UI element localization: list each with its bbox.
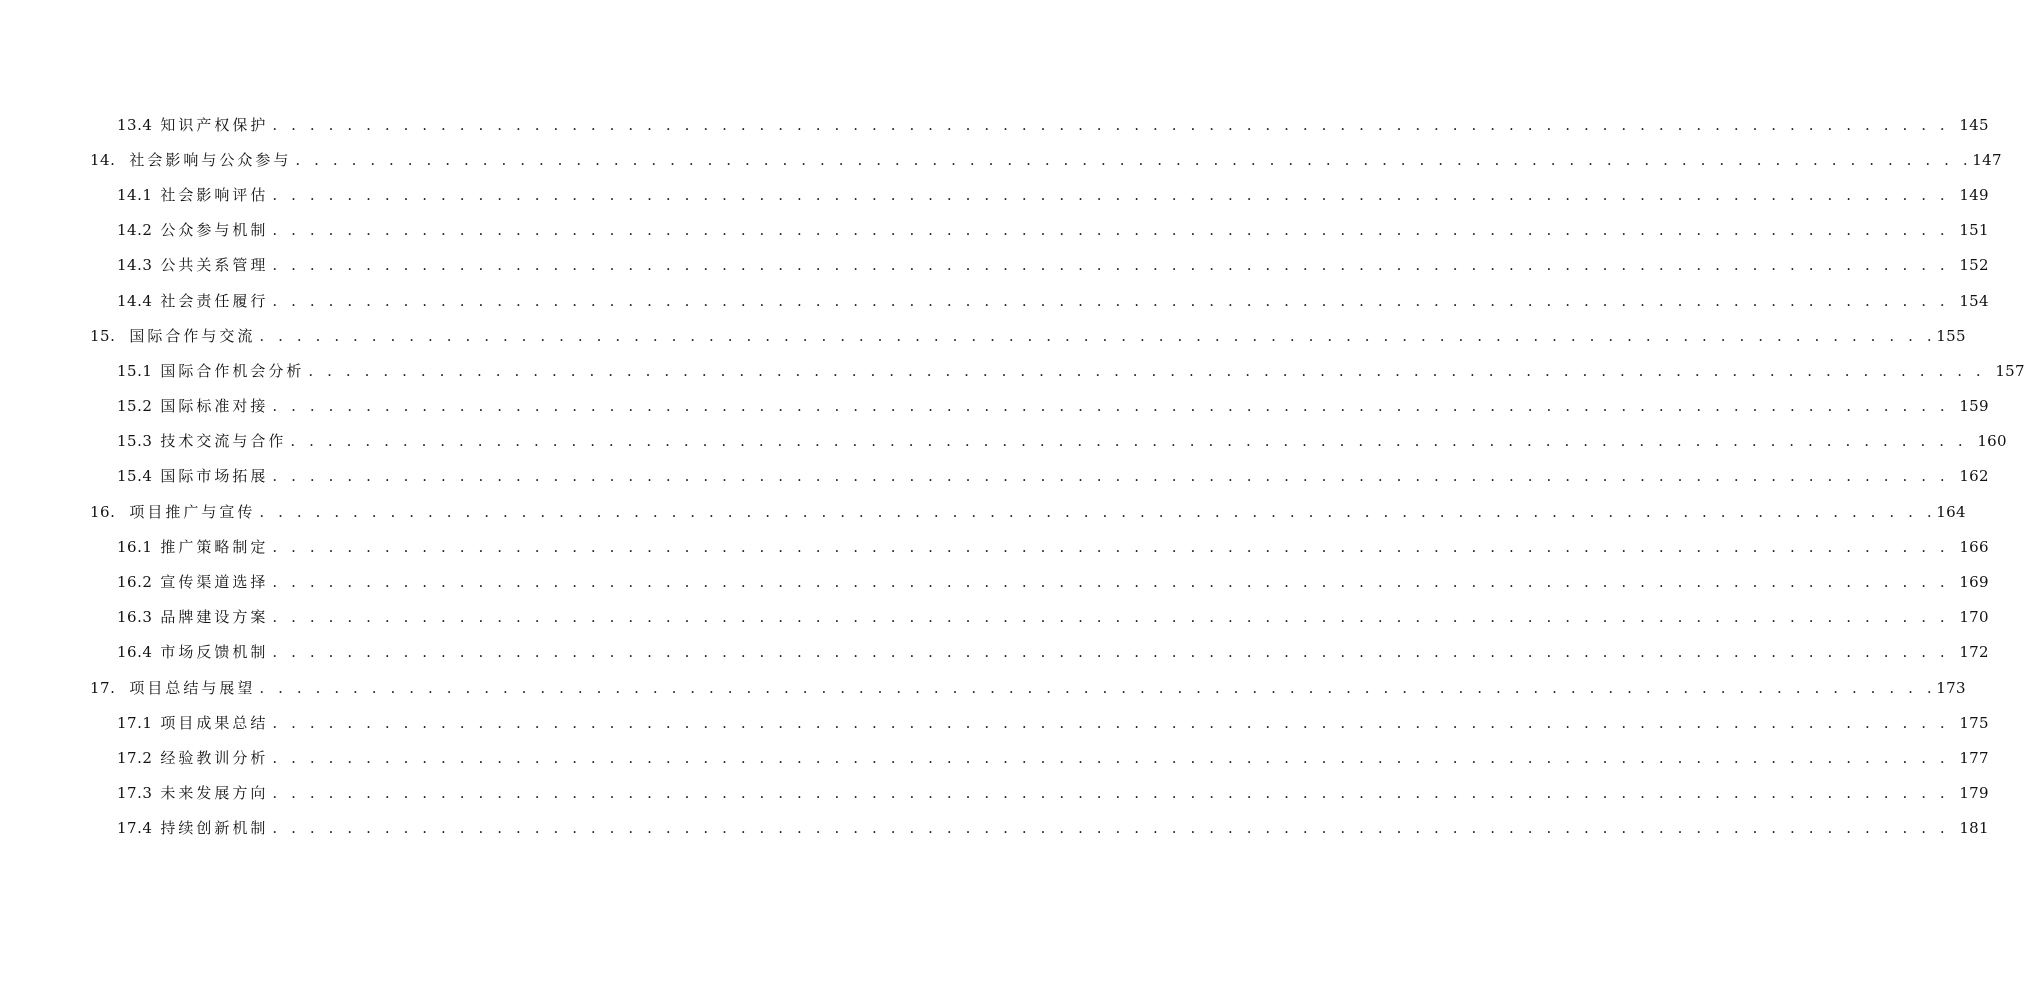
- toc-dot-leader: . . . . . . . . . . . . . . . . . . . . . . . . . . . . . . . . . . . . . . . . . . . . . . . . . . . . . . . . . . . . . . . . . . . . . . . . . . . . . . . . . . . . . . . . . .: [272, 467, 1950, 486]
- toc-dot-leader: . . . . . . . . . . . . . . . . . . . . . . . . . . . . . . . . . . . . . . . . . . . . . . . . . . . . . . . . . . . . . . . . . . . . . . . . . . . . . . . . . . . . . . . . . .: [259, 326, 1937, 345]
- toc-dot-leader: . . . . . . . . . . . . . . . . . . . . . . . . . . . . . . . . . . . . . . . . . . . . . . . . . . . . . . . . . . . . . . . . . . . . . . . . . . . . . . . . . . . . . . . . . .: [308, 361, 1986, 380]
- toc-entry-number: 17.1: [117, 713, 153, 732]
- toc-entry[interactable]: [0, 142, 2002, 177]
- toc-entry-number: 16.2: [117, 573, 153, 592]
- toc-entry-title: 未来发展方向: [160, 784, 269, 803]
- toc-entry-number: 16.4: [117, 643, 153, 662]
- toc-dot-leader: . . . . . . . . . . . . . . . . . . . . . . . . . . . . . . . . . . . . . . . . . . . . . . . . . . . . . . . . . . . . . . . . . . . . . . . . . . . . . . . . . . . . . . . . . .: [272, 185, 1950, 204]
- toc-entry-title: 推广策略制定: [160, 537, 269, 556]
- toc-entry-title: 国际标准对接: [160, 397, 269, 416]
- toc-entry-number: 17.: [90, 678, 116, 697]
- toc-entry-page-number: 145: [1959, 115, 1989, 134]
- toc-entry[interactable]: [0, 740, 1989, 775]
- toc-entry-title: 市场反馈机制: [160, 643, 269, 662]
- toc-entry-number: 17.3: [117, 784, 153, 803]
- toc-dot-leader: . . . . . . . . . . . . . . . . . . . . . . . . . . . . . . . . . . . . . . . . . . . . . . . . . . . . . . . . . . . . . . . . . . . . . . . . . . . . . . . . . . . . . . . . . .: [272, 573, 1950, 592]
- toc-entry-number: 14.3: [117, 256, 153, 275]
- toc-entry-page-number: 149: [1959, 185, 1989, 204]
- toc-entry-title: 社会责任履行: [160, 291, 269, 310]
- toc-entry-title: 品牌建设方案: [160, 608, 269, 627]
- toc-entry[interactable]: [0, 353, 2025, 388]
- toc-entry-page-number: 160: [1977, 432, 2007, 451]
- toc-entry-number: 14.2: [117, 221, 153, 240]
- toc-entry-number: 15.2: [117, 397, 153, 416]
- toc-entry-number: 13.4: [117, 115, 153, 134]
- toc-entry-number: 14.: [90, 150, 116, 169]
- toc-entry-number: 17.2: [117, 748, 153, 767]
- toc-entry[interactable]: [0, 776, 1989, 811]
- toc-entry-number: 17.4: [117, 819, 153, 838]
- toc-entry-title: 知识产权保护: [160, 115, 269, 134]
- toc-entry-title: 项目推广与宣传: [129, 502, 256, 521]
- toc-entry[interactable]: [0, 564, 1989, 599]
- toc-entry-page-number: 157: [1995, 361, 2025, 380]
- toc-entry-page-number: 173: [1936, 678, 1966, 697]
- toc-entry-page-number: 177: [1959, 748, 1989, 767]
- toc-entry-page-number: 179: [1959, 784, 1989, 803]
- toc-dot-leader: . . . . . . . . . . . . . . . . . . . . . . . . . . . . . . . . . . . . . . . . . . . . . . . . . . . . . . . . . . . . . . . . . . . . . . . . . . . . . . . . . . . . . . . . . .: [272, 291, 1950, 310]
- toc-dot-leader: . . . . . . . . . . . . . . . . . . . . . . . . . . . . . . . . . . . . . . . . . . . . . . . . . . . . . . . . . . . . . . . . . . . . . . . . . . . . . . . . . . . . . . . . . .: [272, 643, 1950, 662]
- toc-entry-number: 16.: [90, 502, 116, 521]
- toc-entry-title: 经验教训分析: [160, 748, 269, 767]
- toc-dot-leader: . . . . . . . . . . . . . . . . . . . . . . . . . . . . . . . . . . . . . . . . . . . . . . . . . . . . . . . . . . . . . . . . . . . . . . . . . . . . . . . . . . . . . . . . . .: [259, 502, 1937, 521]
- toc-entry[interactable]: [0, 600, 1989, 635]
- toc-entry-title: 公共关系管理: [160, 256, 269, 275]
- toc-dot-leader: . . . . . . . . . . . . . . . . . . . . . . . . . . . . . . . . . . . . . . . . . . . . . . . . . . . . . . . . . . . . . . . . . . . . . . . . . . . . . . . . . . . . . . . . . .: [272, 397, 1950, 416]
- toc-entry-page-number: 175: [1959, 713, 1989, 732]
- toc-entry-page-number: 164: [1936, 502, 1966, 521]
- toc-entry-number: 15.3: [117, 432, 153, 451]
- toc-entry[interactable]: [0, 107, 1989, 142]
- toc-entry[interactable]: [0, 705, 1989, 740]
- toc-entry[interactable]: [0, 283, 1989, 318]
- toc-dot-leader: . . . . . . . . . . . . . . . . . . . . . . . . . . . . . . . . . . . . . . . . . . . . . . . . . . . . . . . . . . . . . . . . . . . . . . . . . . . . . . . . . . . . . . . . . .: [272, 713, 1950, 732]
- toc-entry-page-number: 169: [1959, 573, 1989, 592]
- toc-entry[interactable]: [0, 424, 2007, 459]
- toc-entry-page-number: 170: [1959, 608, 1989, 627]
- toc-entry[interactable]: [0, 494, 1966, 529]
- toc-entry[interactable]: [0, 670, 1966, 705]
- toc-entry-number: 15.: [90, 326, 116, 345]
- table-of-contents: [0, 107, 2025, 846]
- toc-dot-leader: . . . . . . . . . . . . . . . . . . . . . . . . . . . . . . . . . . . . . . . . . . . . . . . . . . . . . . . . . . . . . . . . . . . . . . . . . . . . . . . . . . . . . . . . . .: [272, 537, 1950, 556]
- toc-entry-title: 国际合作机会分析: [160, 361, 305, 380]
- toc-entry-title: 宣传渠道选择: [160, 573, 269, 592]
- toc-entry-title: 技术交流与合作: [160, 432, 287, 451]
- toc-entry-title: 公众参与机制: [160, 221, 269, 240]
- toc-entry-title: 项目总结与展望: [129, 678, 256, 697]
- toc-entry-title: 社会影响与公众参与: [129, 150, 292, 169]
- toc-entry-number: 15.1: [117, 361, 153, 380]
- toc-dot-leader: . . . . . . . . . . . . . . . . . . . . . . . . . . . . . . . . . . . . . . . . . . . . . . . . . . . . . . . . . . . . . . . . . . . . . . . . . . . . . . . . . . . . . . . . . .: [272, 748, 1950, 767]
- toc-entry-title: 社会影响评估: [160, 185, 269, 204]
- toc-entry-number: 15.4: [117, 467, 153, 486]
- toc-dot-leader: . . . . . . . . . . . . . . . . . . . . . . . . . . . . . . . . . . . . . . . . . . . . . . . . . . . . . . . . . . . . . . . . . . . . . . . . . . . . . . . . . . . . . . . . . .: [272, 115, 1950, 134]
- toc-entry[interactable]: [0, 635, 1989, 670]
- toc-entry-title: 国际市场拓展: [160, 467, 269, 486]
- toc-entry-number: 14.1: [117, 185, 153, 204]
- toc-entry[interactable]: [0, 459, 1989, 494]
- toc-entry-number: 14.4: [117, 291, 153, 310]
- toc-dot-leader: . . . . . . . . . . . . . . . . . . . . . . . . . . . . . . . . . . . . . . . . . . . . . . . . . . . . . . . . . . . . . . . . . . . . . . . . . . . . . . . . . . . . . . . . . .: [272, 784, 1950, 803]
- toc-entry-page-number: 181: [1959, 819, 1989, 838]
- toc-entry-page-number: 152: [1959, 256, 1989, 275]
- toc-dot-leader: . . . . . . . . . . . . . . . . . . . . . . . . . . . . . . . . . . . . . . . . . . . . . . . . . . . . . . . . . . . . . . . . . . . . . . . . . . . . . . . . . . . . . . . . . .: [259, 678, 1937, 697]
- toc-entry-number: 16.1: [117, 537, 153, 556]
- toc-entry-page-number: 172: [1959, 643, 1989, 662]
- toc-entry-title: 持续创新机制: [160, 819, 269, 838]
- toc-entry[interactable]: [0, 213, 1989, 248]
- toc-entry[interactable]: [0, 529, 1989, 564]
- toc-entry-title: 国际合作与交流: [129, 326, 256, 345]
- toc-entry-page-number: 147: [1972, 150, 2002, 169]
- toc-entry[interactable]: [0, 389, 1989, 424]
- toc-entry-page-number: 155: [1936, 326, 1966, 345]
- toc-entry-number: 16.3: [117, 608, 153, 627]
- toc-entry[interactable]: [0, 177, 1989, 212]
- toc-entry-title: 项目成果总结: [160, 713, 269, 732]
- toc-dot-leader: . . . . . . . . . . . . . . . . . . . . . . . . . . . . . . . . . . . . . . . . . . . . . . . . . . . . . . . . . . . . . . . . . . . . . . . . . . . . . . . . . . . . . . . . . .: [272, 608, 1950, 627]
- toc-entry[interactable]: [0, 811, 1989, 846]
- toc-entry-page-number: 154: [1959, 291, 1989, 310]
- toc-entry-page-number: 166: [1959, 537, 1989, 556]
- toc-entry-page-number: 151: [1959, 221, 1989, 240]
- toc-dot-leader: . . . . . . . . . . . . . . . . . . . . . . . . . . . . . . . . . . . . . . . . . . . . . . . . . . . . . . . . . . . . . . . . . . . . . . . . . . . . . . . . . . . . . . . . . .: [272, 819, 1950, 838]
- toc-entry-page-number: 159: [1959, 397, 1989, 416]
- toc-dot-leader: . . . . . . . . . . . . . . . . . . . . . . . . . . . . . . . . . . . . . . . . . . . . . . . . . . . . . . . . . . . . . . . . . . . . . . . . . . . . . . . . . . . . . . . . . .: [272, 256, 1950, 275]
- toc-entry[interactable]: [0, 248, 1989, 283]
- toc-dot-leader: . . . . . . . . . . . . . . . . . . . . . . . . . . . . . . . . . . . . . . . . . . . . . . . . . . . . . . . . . . . . . . . . . . . . . . . . . . . . . . . . . . . . . . . . . .: [295, 150, 1973, 169]
- toc-entry[interactable]: [0, 318, 1966, 353]
- toc-dot-leader: . . . . . . . . . . . . . . . . . . . . . . . . . . . . . . . . . . . . . . . . . . . . . . . . . . . . . . . . . . . . . . . . . . . . . . . . . . . . . . . . . . . . . . . . . .: [272, 221, 1950, 240]
- toc-dot-leader: . . . . . . . . . . . . . . . . . . . . . . . . . . . . . . . . . . . . . . . . . . . . . . . . . . . . . . . . . . . . . . . . . . . . . . . . . . . . . . . . . . . . . . . . . .: [290, 432, 1968, 451]
- toc-entry-page-number: 162: [1959, 467, 1989, 486]
